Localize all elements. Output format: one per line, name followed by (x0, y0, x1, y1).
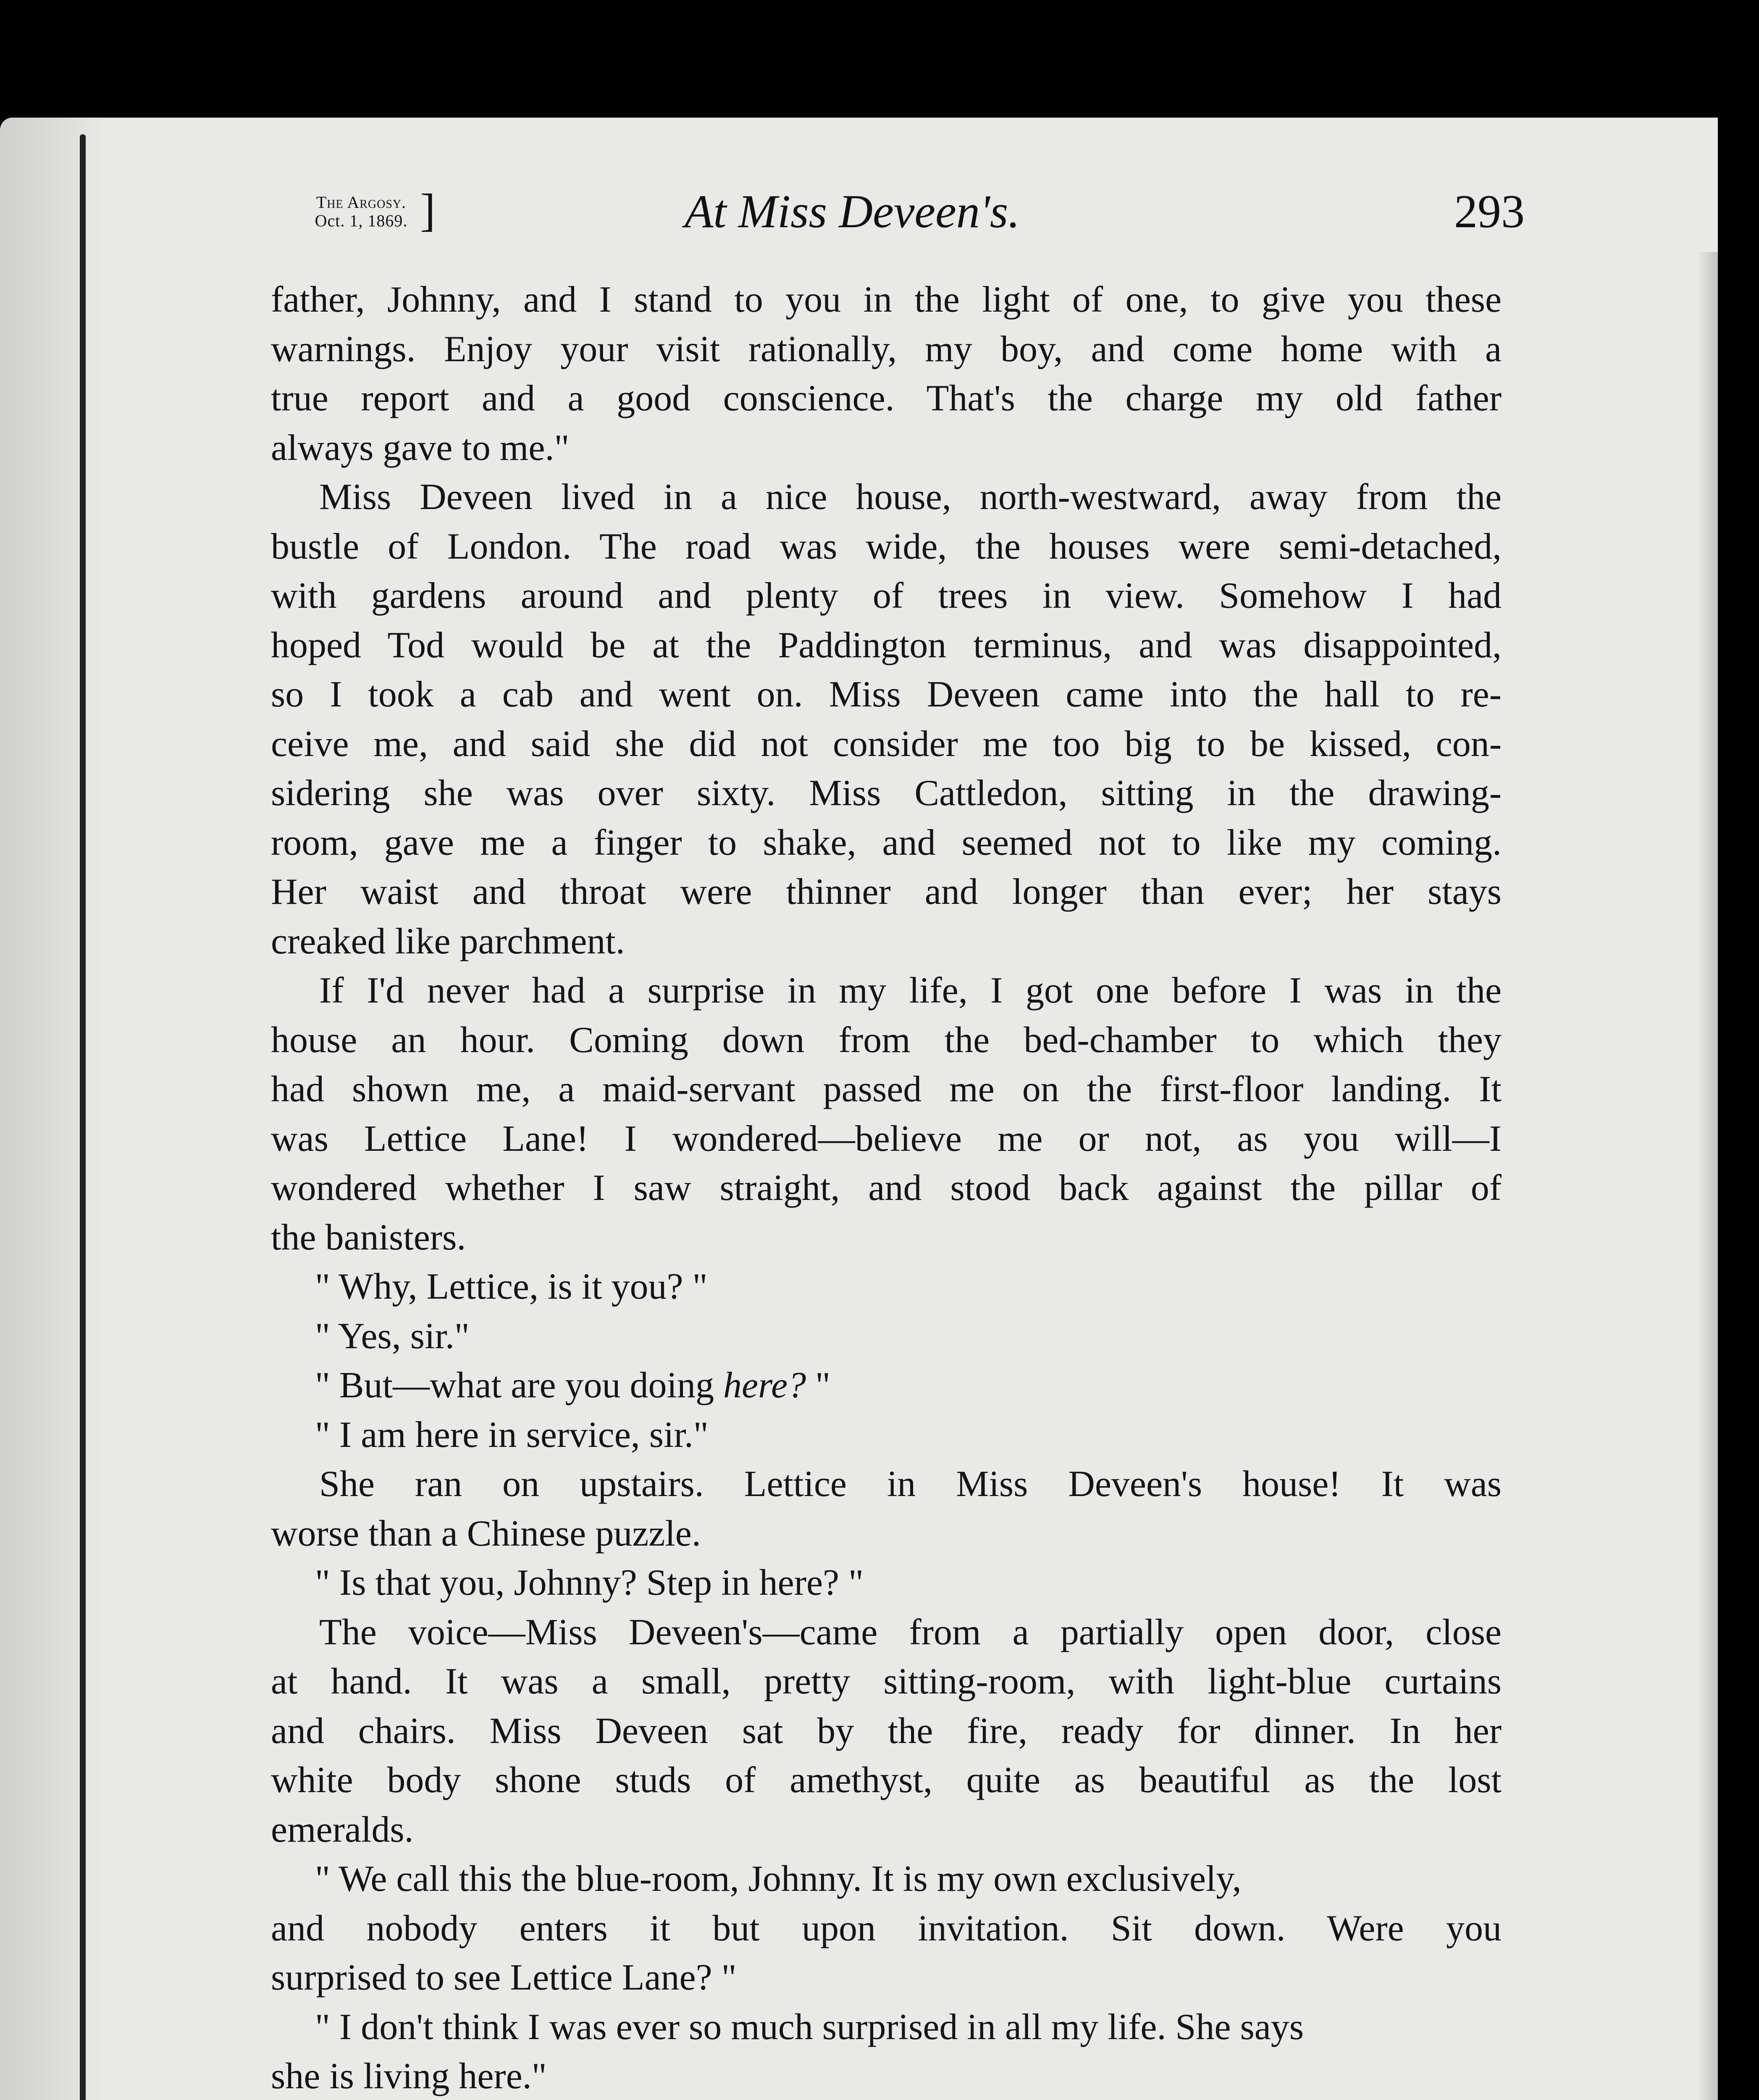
page-number: 293 (1454, 186, 1525, 238)
text-line: had shown me, a maid-servant passed me on the first-floor landing. It (271, 1069, 1502, 1110)
text-line: she is living here." (271, 2056, 547, 2097)
text-line: Her waist and throat were thinner and longer than ever; her stays (271, 872, 1502, 912)
page-edge-shadow (1697, 252, 1718, 2100)
text-line: with gardens around and plenty of trees in view. Somehow I had (271, 575, 1502, 616)
emphasis: here? (723, 1365, 806, 1406)
text-line: so I took a cab and went on. Miss Deveen came into the hall to re- (271, 674, 1502, 715)
text-line: If I'd never had a surprise in my life, I got one before I was in the (319, 970, 1502, 1011)
text-line: was Lettice Lane! I wondered—believe me or not, as you will—I (271, 1118, 1502, 1159)
text-line: The voice—Miss Deveen's—came from a partially open door, close (319, 1612, 1502, 1653)
masthead (294, 184, 436, 236)
text-line: " But—what are you doing here? " (315, 1365, 831, 1406)
text-line: " I am here in service, sir." (315, 1414, 709, 1455)
text-line: warnings. Enjoy your visit rationally, my boy, and come home with a (271, 328, 1502, 370)
text-line: at hand. It was a small, pretty sitting-room, with light-blue curtains (271, 1661, 1502, 1702)
page-spine-shadow (80, 134, 86, 2100)
text-line: father, Johnny, and I stand to you in the light of one, to give you these (271, 279, 1502, 320)
text-line: emeralds. (271, 1809, 414, 1850)
text-line: Miss Deveen lived in a nice house, north-westward, away from the (319, 477, 1502, 517)
text-line: house an hour. Coming down from the bed-chamber to which they (271, 1019, 1502, 1060)
masthead-date: Oct. 1, 1869. (315, 211, 408, 230)
masthead-publication: The Argosy. (316, 193, 407, 212)
running-title: At Miss Deveen's. (685, 186, 1020, 238)
text-line: sidering she was over sixty. Miss Cattledon, sitting in the drawing- (271, 773, 1502, 814)
text-line: " Is that you, Johnny? Step in here? " (315, 1562, 864, 1603)
text-line: creaked like parchment. (271, 921, 625, 962)
text-line: the banisters. (271, 1217, 466, 1258)
running-header (294, 185, 1525, 269)
text-line: surprised to see Lettice Lane? " (271, 1957, 737, 1998)
text-line: ceive me, and said she did not consider me too big to be kissed, con- (271, 723, 1502, 764)
text-line: " I don't think I was ever so much surprised in all my life. She says (315, 2006, 1304, 2048)
text-line: true report and a good conscience. That's the charge my old father (271, 378, 1502, 419)
text-line: worse than a Chinese puzzle. (271, 1513, 701, 1554)
text-line: " We call this the blue-room, Johnny. It is my own exclusively, (315, 1858, 1242, 1899)
text-line: " Yes, sir." (315, 1315, 470, 1357)
text-line: She ran on upstairs. Lettice in Miss Deveen's house! It was (319, 1464, 1502, 1504)
text-line: and nobody enters it but upon invitation. Sit down. Were you (271, 1908, 1502, 1949)
text-line: hoped Tod would be at the Paddington terminus, and was disappointed, (271, 625, 1502, 666)
body-text (271, 275, 1502, 2100)
text-line: " Why, Lettice, is it you? " (315, 1266, 708, 1307)
text-line: room, gave me a finger to shake, and seemed not to like my coming. (271, 822, 1502, 863)
text-line: white body shone studs of amethyst, quite as beautiful as the lost (271, 1760, 1502, 1801)
text-line: wondered whether I saw straight, and stood back against the pillar of (271, 1168, 1502, 1208)
text-line: and chairs. Miss Deveen sat by the fire, ready for dinner. In her (271, 1710, 1502, 1751)
text-line: bustle of London. The road was wide, the houses were semi-detached, (271, 526, 1502, 567)
masthead-bracket: ] (420, 184, 436, 236)
text-line: always gave to me." (271, 427, 570, 468)
